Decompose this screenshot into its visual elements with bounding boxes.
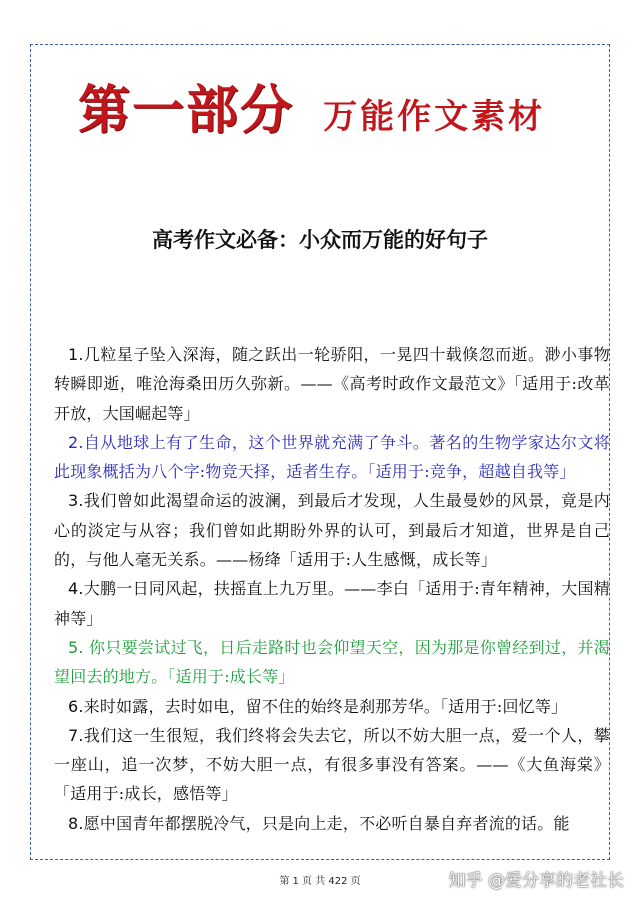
item-text: 几粒星子坠入深海，随之跃出一轮骄阳，一晃四十载倏忽而逝。渺小事物转瞬即逝，唯沧海桑田历久弥新。——《高考时政作文最范文》「适用于:改革开放，大国崛起等」 bbox=[54, 345, 610, 423]
page-header bbox=[78, 68, 598, 148]
part-title: 第一部分 bbox=[78, 80, 295, 141]
item-number: 5. bbox=[68, 637, 84, 657]
watermark: 知乎 @爱分享的老社长 bbox=[448, 871, 624, 891]
sentence-item-8 bbox=[54, 809, 610, 838]
item-number: 4. bbox=[68, 579, 84, 599]
item-text: 来时如露，去时如电，留不住的始终是刹那芳华。「适用于:回忆等」 bbox=[83, 696, 568, 716]
item-text: 自从地球上有了生命，这个世界就充满了争斗。著名的生物学家达尔文将此现象概括为八个字:物竞天择，适者生存。「适用于:竞争，超越自我等」 bbox=[54, 432, 610, 482]
sentence-item-1 bbox=[54, 340, 610, 428]
item-number: 3. bbox=[68, 491, 84, 511]
item-number: 1. bbox=[68, 345, 84, 364]
sentence-item-3 bbox=[54, 486, 610, 574]
sentence-list bbox=[54, 340, 610, 838]
sentence-item-5 bbox=[54, 633, 610, 692]
item-text: 你只要尝试过飞，日后走路时也会仰望天空，因为那是你曾经到过，并渴望回去的地方。「适用于:成长等」 bbox=[54, 637, 610, 687]
item-number: 8. bbox=[68, 813, 84, 833]
item-text: 我们曾如此渴望命运的波澜，到最后才发现，人生最曼妙的风景，竟是内心的淡定与从容；我们曾如此期盼外界的认可，到最后才知道，世界是自己的，与他人毫无关系。——杨绛「适用于:人生感慨，成长等」 bbox=[54, 491, 610, 570]
item-text: 大鹏一日同风起，扶摇直上九万里。——李白「适用于:青年精神，大国精神等」 bbox=[54, 579, 610, 628]
item-number: 2. bbox=[68, 432, 84, 452]
item-number: 6. bbox=[68, 696, 84, 716]
sentence-item-2 bbox=[54, 428, 610, 487]
section-title: 高考作文必备：小众而万能的好句子 bbox=[152, 228, 488, 252]
item-number: 7. bbox=[68, 725, 84, 745]
sentence-item-4 bbox=[54, 574, 610, 633]
sentence-item-7 bbox=[54, 721, 610, 809]
part-subtitle: 万能作文素材 bbox=[323, 97, 546, 137]
sentence-item-6 bbox=[54, 692, 610, 721]
page-footer: 第 1 页 共 422 页 bbox=[279, 876, 361, 887]
item-text: 我们这一生很短，我们终将会失去它，所以不妨大胆一点，爱一个人，攀一座山，追一次梦，不妨大胆一点，有很多事没有答案。——《大鱼海棠》「适用于:成长，感悟等」 bbox=[54, 725, 610, 804]
item-text: 愿中国青年都摆脱冷气，只是向上走，不必听自暴自弃者流的话。能 bbox=[83, 813, 570, 833]
